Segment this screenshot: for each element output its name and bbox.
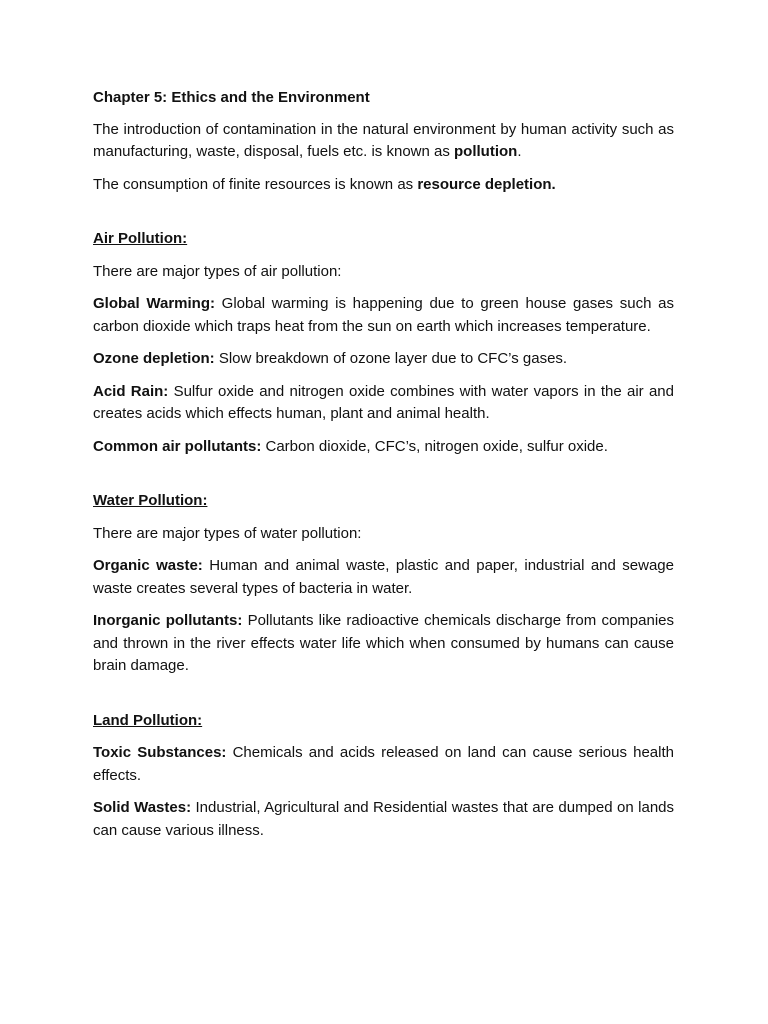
air-item-term: Ozone depletion:	[93, 350, 215, 367]
air-item-text: Carbon dioxide, CFC’s, nitrogen oxide, sulfur oxide.	[261, 437, 608, 455]
air-item-term: Global Warming:	[93, 295, 215, 312]
land-item-term: Solid Wastes:	[93, 799, 192, 816]
land-item-term: Toxic Substances:	[93, 744, 227, 761]
air-item-common-pollutants	[93, 436, 674, 459]
water-item-organic-waste	[93, 555, 674, 600]
pollution-term: pollution	[454, 143, 518, 160]
land-item-text: Chemicals and acids released on land can cause serious health effects.	[93, 744, 674, 784]
air-item-acid-rain	[93, 381, 674, 426]
water-item-term: Organic waste:	[93, 557, 203, 574]
intro-paragraph-depletion	[93, 174, 674, 197]
water-pollution-heading: Water Pollution:	[93, 492, 208, 509]
intro-paragraph-pollution	[93, 119, 674, 164]
air-item-ozone-depletion	[93, 348, 674, 371]
document-content	[93, 87, 674, 852]
land-item-text: Industrial, Agricultural and Residential wastes that are dumped on lands can cause various illness.	[93, 799, 674, 839]
air-pollution-lead: There are major types of air pollution:	[93, 262, 342, 280]
land-pollution-heading: Land Pollution:	[93, 711, 203, 729]
water-item-text: Human and animal waste, plastic and paper, industrial and sewage waste creates several types of bacteria in water.	[93, 557, 674, 597]
resource-depletion-term: resource depletion.	[417, 175, 556, 193]
air-item-term: Common air pollutants:	[93, 437, 262, 455]
air-pollution-heading: Air Pollution:	[93, 230, 188, 247]
intro-pollution-end: .	[517, 143, 522, 160]
air-item-text: Sulfur oxide and nitrogen oxide combines with water vapors in the air and creates acids which effects human, plant and animal health.	[93, 382, 674, 422]
air-item-term: Acid Rain:	[93, 382, 169, 400]
air-item-global-warming	[93, 293, 674, 338]
land-item-solid-wastes	[93, 797, 674, 842]
land-item-toxic-substances	[93, 742, 674, 787]
intro-pollution-text: The introduction of contamination in the natural environment by human activity such as manufacturing, waste, disposal, fuels etc. is known as	[93, 120, 674, 160]
water-item-term: Inorganic pollutants:	[93, 612, 243, 629]
air-item-text: Global warming is happening due to green house gases such as carbon dioxide which traps heat from the sun on earth which increases temperature.	[93, 295, 674, 335]
water-item-text: Pollutants like radioactive chemicals discharge from companies and thrown in the river effects water life which when consumed by humans can cause brain damage.	[93, 612, 674, 674]
intro-depletion-text: The consumption of finite resources is known as	[93, 175, 418, 193]
water-pollution-lead: There are major types of water pollution:	[93, 524, 362, 542]
water-item-inorganic-pollutants	[93, 610, 674, 678]
chapter-title: Chapter 5: Ethics and the Environment	[93, 89, 370, 106]
air-item-text: Slow breakdown of ozone layer due to CFC’s gases.	[214, 350, 568, 367]
